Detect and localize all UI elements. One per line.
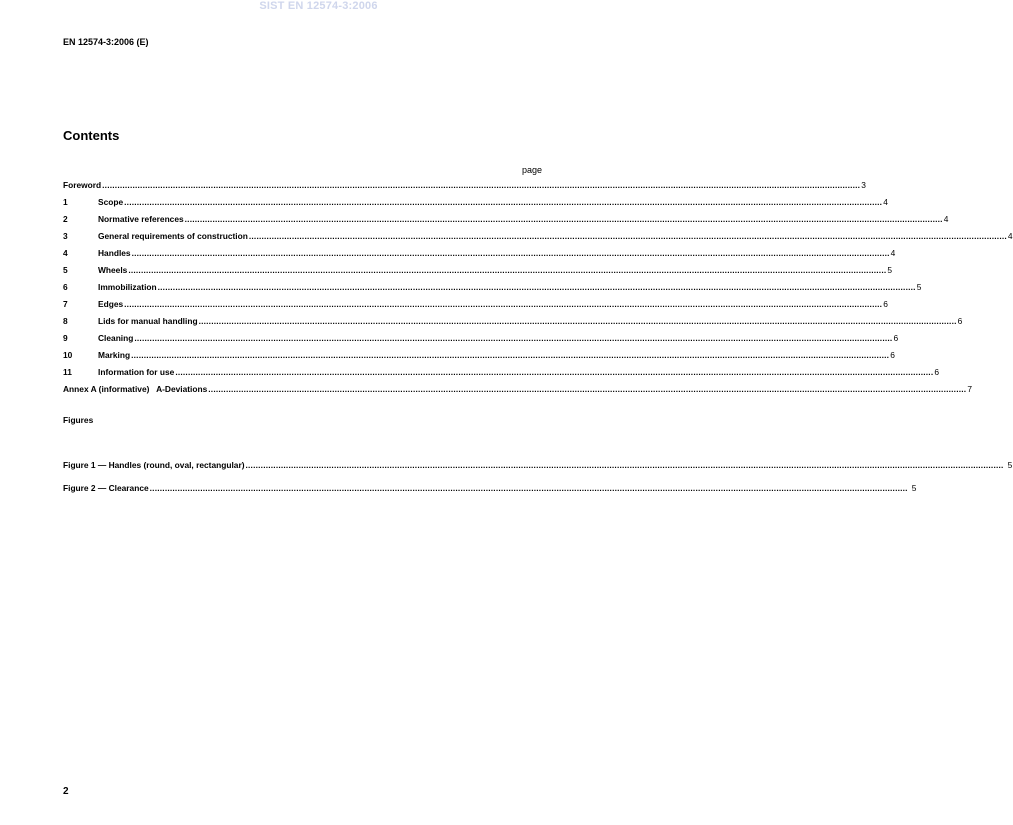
toc-entry-number: 6	[63, 282, 68, 292]
toc-entry-number: 10	[63, 350, 73, 360]
toc-entry-edges[interactable]	[63, 299, 888, 316]
dot-leader: ............................................................................................................................................................................................................................................................................................................	[102, 180, 861, 190]
toc-entry-title: Immobilization	[98, 282, 157, 292]
list-of-figures	[63, 460, 1013, 506]
dot-leader: ............................................................................................................................................................................................................................................................................................................	[131, 350, 890, 360]
toc-entry-page: 5	[887, 265, 893, 275]
toc-entry-title: Normative references	[98, 214, 184, 224]
toc-entry-page: 4	[1007, 231, 1013, 241]
toc-entry-number: 3	[63, 231, 68, 241]
dot-leader: ............................................................................................................................................................................................................................................................................................................	[198, 316, 957, 326]
toc-entry-number: 2	[63, 214, 68, 224]
toc-entry-number: 7	[63, 299, 68, 309]
toc-entry-page: 6	[957, 316, 963, 326]
toc-entry-number: 4	[63, 248, 68, 258]
dot-leader: ............................................................................................................................................................................................................................................................................................................	[131, 248, 890, 258]
toc-entry-normative-references[interactable]	[63, 214, 949, 231]
figure-entry-page: 5	[911, 483, 917, 493]
document-id: EN 12574-3:2006 (E)	[63, 37, 149, 47]
figures-heading: Figures	[63, 415, 94, 425]
figure-entry-handles[interactable]	[63, 460, 1013, 483]
toc-entry-title: Information for use	[98, 367, 175, 377]
toc-entry-page: 4	[883, 197, 888, 207]
figure-entry-page: 5	[1007, 460, 1013, 470]
dot-leader: ............................................................................................................................................................................................................................................................................................................	[134, 333, 893, 343]
page-number: 2	[63, 786, 69, 797]
toc-entry-page: 7	[967, 384, 972, 394]
toc-entry-title: Edges	[98, 299, 124, 309]
toc-entry-number: 1	[63, 197, 68, 207]
toc-entry-title: Wheels	[98, 265, 128, 275]
toc-entry-title: Cleaning	[98, 333, 134, 343]
dot-leader: ............................................................................................................................................................................................................................................................................................................	[184, 214, 943, 224]
watermark: SIST EN 12574-3:2006	[259, 0, 378, 12]
figure-entry-title: Figure 2 — Clearance	[63, 483, 149, 493]
toc-entry-page: 6	[883, 299, 888, 309]
toc-entry-title: Handles	[98, 248, 131, 258]
toc-entry-page: 6	[893, 333, 899, 343]
figure-entry-clearance[interactable]	[63, 483, 917, 506]
table-of-contents	[63, 180, 1013, 401]
toc-entry-general-requirements[interactable]	[63, 231, 1013, 248]
dot-leader: ............................................................................................................................................................................................................................................................................................................	[128, 265, 887, 275]
toc-entry-number: 5	[63, 265, 68, 275]
page-column-label: page	[521, 165, 542, 175]
dot-leader: ............................................................................................................................................................................................................................................................................................................	[208, 384, 967, 394]
contents-heading: Contents	[63, 128, 120, 143]
toc-entry-cleaning[interactable]	[63, 333, 899, 350]
toc-entry-number: 11	[63, 367, 72, 377]
dot-leader: ............................................................................................................................................................................................................................................................................................................	[124, 299, 883, 309]
toc-entry-title: Annex A (informative) A-Deviations	[63, 384, 208, 394]
dot-leader: ............................................................................................................................................................................................................................................................................................................	[157, 282, 916, 292]
toc-entry-title: Foreword	[63, 180, 102, 190]
toc-entry-page: 6	[890, 350, 895, 360]
toc-entry-foreword[interactable]	[63, 180, 866, 197]
toc-entry-title: Marking	[98, 350, 131, 360]
toc-entry-information-for-use[interactable]	[63, 367, 940, 384]
toc-entry-marking[interactable]	[63, 350, 895, 367]
toc-entry-wheels[interactable]	[63, 265, 893, 282]
toc-entry-number: 8	[63, 316, 68, 326]
toc-entry-handles[interactable]	[63, 248, 896, 265]
toc-entry-title: Scope	[98, 197, 124, 207]
figure-entry-title: Figure 1 — Handles (round, oval, rectangular)	[63, 460, 245, 470]
dot-leader: ............................................................................................................................................................................................................................................................................................................	[149, 483, 908, 493]
toc-entry-immobilization[interactable]	[63, 282, 922, 299]
toc-entry-title: Lids for manual handling	[98, 316, 198, 326]
toc-entry-number: 9	[63, 333, 68, 343]
toc-entry-page: 4	[890, 248, 896, 258]
toc-entry-page: 6	[934, 367, 940, 377]
toc-entry-lids[interactable]	[63, 316, 963, 333]
toc-entry-page: 3	[861, 180, 866, 190]
toc-entry-annex-a[interactable]	[63, 384, 972, 401]
dot-leader: ............................................................................................................................................................................................................................................................................................................	[245, 460, 1004, 470]
toc-entry-title: General requirements of construction	[98, 231, 248, 241]
dot-leader: ............................................................................................................................................................................................................................................................................................................	[175, 367, 934, 377]
dot-leader: ............................................................................................................................................................................................................................................................................................................	[124, 197, 883, 207]
toc-entry-scope[interactable]	[63, 197, 888, 214]
dot-leader: ............................................................................................................................................................................................................................................................................................................	[248, 231, 1007, 241]
toc-entry-page: 4	[943, 214, 949, 224]
toc-entry-page: 5	[916, 282, 922, 292]
